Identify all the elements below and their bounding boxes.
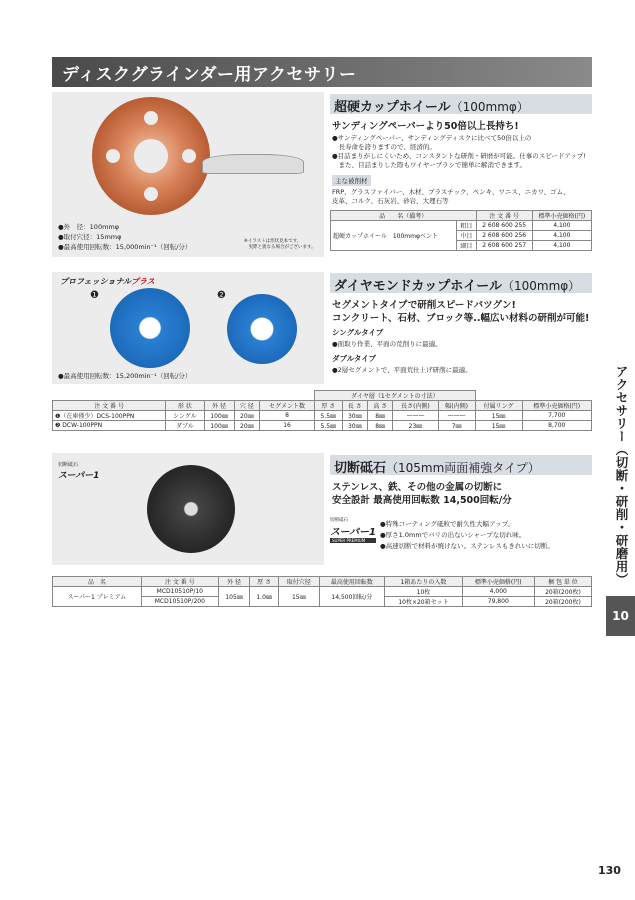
logo-sub-text: SUPER PREMIUM: [330, 538, 376, 543]
carbide-title: 超硬カップホイール: [334, 100, 451, 115]
code-cell: ❶（在庫僅少）DCS-100PPN: [53, 411, 166, 421]
th-len-in: 長さ(内側): [393, 401, 438, 411]
pack-cell: 20箱(200枚): [534, 587, 591, 597]
diamond-table: [52, 390, 592, 431]
ring-cell: 15㎜: [475, 421, 522, 431]
th-seg: セグメント数: [260, 401, 315, 411]
price-cell: 4,100: [532, 241, 591, 251]
diamond-headline2: コンクリート、石材、ブロック等..幅広い材料の研削が可能!: [332, 313, 590, 324]
od-cell: 105㎜: [218, 587, 249, 607]
od-cell: 100㎜: [204, 421, 234, 431]
ring-cell: 15㎜: [475, 411, 522, 421]
carbide-product: 超硬カップホイール 100mmφベント: [331, 221, 457, 251]
carbide-headline: サンディングペーパーより50倍以上長持ち!: [332, 121, 519, 132]
len-cell: 30㎜: [342, 421, 367, 431]
th-od: 外 径: [218, 577, 249, 587]
th-od: 外 径: [204, 401, 234, 411]
len-cell: 30㎜: [342, 411, 367, 421]
diamond-spec-rpm: ●最高使用回転数：15,200min⁻¹（回転/分）: [58, 372, 192, 380]
th-thick: 厚 さ: [250, 577, 279, 587]
price-cell: 79,800: [462, 597, 534, 607]
th-rpm: 最高使用回転数: [319, 577, 385, 587]
shape-cell: シングル: [166, 411, 204, 421]
logo-small-text: 切断砥石: [330, 518, 348, 523]
carbide-th-name: 品 名（備考）: [331, 211, 477, 221]
code-cell: MCD10510P/10: [141, 587, 218, 597]
seg-cell: 8: [260, 411, 315, 421]
table-row: [53, 587, 592, 597]
th-name: 品 名: [53, 577, 142, 587]
double-type-desc: ●2層セグメントで、平面荒仕上げ研削に最適。: [332, 366, 472, 374]
brand-label: プロフェッショナルプラス: [60, 277, 155, 286]
len-in-cell: 23㎜: [393, 421, 438, 431]
carbide-spec-rpm: ●最高使用回転数：15,000min⁻¹（回転/分）: [58, 243, 192, 251]
code-cell: 2 608 600 255: [476, 221, 532, 231]
cutting-photo-panel: [52, 453, 324, 565]
height-cell: 8㎜: [367, 421, 392, 431]
logo-main-text: スーパー1: [330, 527, 376, 538]
table-row: [53, 421, 592, 431]
price-cell: 8,700: [522, 421, 591, 431]
grit-cell: 粗目: [457, 221, 477, 231]
carbide-bullet1: ●サンディングペーパー、サンディングディスクに比べて50倍以上の: [332, 134, 532, 142]
carbide-spec-hole: ●取付穴径：15mmφ: [58, 233, 122, 241]
carbide-photo-panel: [52, 92, 324, 257]
carbide-materials1: FRP、グラスファイバー、木材、プラスチック、ペンキ、ワニス、ニカワ、ゴム、: [332, 188, 570, 196]
carbide-th-price: 標準小売価格(円): [532, 211, 591, 221]
code-cell: ❷ DCW-100PPN: [53, 421, 166, 431]
diamond-single-wheel-image: [110, 288, 190, 368]
code-cell: 2 608 600 256: [476, 231, 532, 241]
width-in-cell: 7㎜: [438, 421, 475, 431]
cutting-bullet1: ●特殊コーティング砥粒で耐久性大幅アップ。: [380, 520, 515, 528]
cutting-table: [52, 576, 592, 607]
cutting-headline2: 安全設計 最高使用回転数 14,500回転/分: [332, 495, 512, 506]
thick-cell: 1.0㎜: [250, 587, 279, 607]
chapter-tab: 10: [606, 596, 635, 636]
th-len: 長 さ: [342, 401, 367, 411]
carbide-spec-od: ●外 径：100mmφ: [58, 223, 120, 231]
th-ring: 付属リング: [475, 401, 522, 411]
carbide-title-bar: [330, 94, 592, 114]
cutting-title-sub: （105mm両面補強タイプ）: [386, 461, 540, 475]
table-row: [53, 411, 592, 421]
diamond-headline1: セグメントタイプで研削スピードバツグン!: [332, 300, 516, 311]
seg-cell: 16: [260, 421, 315, 431]
carbide-th-code: 注 文 番 号: [476, 211, 532, 221]
carbide-wheel-image: [92, 97, 210, 215]
grit-cell: 細目: [457, 241, 477, 251]
len-in-cell: ———: [393, 411, 438, 421]
price-cell: 4,000: [462, 587, 534, 597]
carbide-table: [330, 210, 592, 251]
carbide-note2: 実際と異なる場合がございます。: [244, 245, 316, 250]
hole-cell: 20㎜: [234, 411, 259, 421]
qty-cell: 10枚×20箱セット: [385, 597, 462, 607]
pack-cell: 20箱(200枚): [534, 597, 591, 607]
carbide-materials2: 皮革、コルク、石灰岩、砂岩、大理石等: [332, 197, 449, 205]
diamond-th-group: ダイヤ層（1セグメントの寸法）: [315, 391, 476, 401]
section-header: [52, 57, 592, 87]
th-qty: 1箱あたりの入数: [385, 577, 462, 587]
cutting-headline1: ステンレス、鉄、その他の金属の切断に: [332, 482, 503, 493]
double-type-label: ダブルタイプ: [332, 354, 377, 363]
cutting-bullet3: ●高速切断で材料が焼けない。ステンレスもきれいに切断。: [380, 542, 554, 550]
cutting-logo-main: スーパー1: [58, 471, 100, 481]
od-cell: 100㎜: [204, 411, 234, 421]
code-cell: 2 608 600 257: [476, 241, 532, 251]
page-number: 130: [598, 864, 621, 877]
product-cell: スーパー1 プレミアム: [53, 587, 142, 607]
carbide-materials-label: 主な被削材: [332, 175, 371, 186]
th-width-in: 幅(内側): [438, 401, 475, 411]
carbide-bullet1b: 長寿命を誇りますので、経済的。: [332, 143, 436, 151]
section-title: ディスクグラインダー用アクセサリー: [62, 65, 357, 85]
carbide-side-illustration: [202, 154, 304, 174]
carbide-note1: ※イラストは形状見本です。: [244, 239, 302, 244]
shape-cell: ダブル: [166, 421, 204, 431]
marker-2: ❷: [217, 290, 226, 301]
single-type-label: シングルタイプ: [332, 328, 384, 337]
diamond-double-wheel-image: [227, 294, 297, 364]
cutting-logo-small: 切断砥石: [58, 462, 79, 468]
carbide-bullet2: ●目詰まりがしにくいため、コンスタントな研削・研磨が可能。仕事のスピードアップ!: [332, 152, 586, 160]
diamond-title-bar: [330, 273, 592, 293]
hole-cell: 15㎜: [279, 587, 320, 607]
cutting-disc-image: [147, 465, 235, 553]
th-hole: 取付穴径: [279, 577, 320, 587]
cutting-title-bar: [330, 455, 592, 475]
th-code: 注 文 番 号: [53, 401, 166, 411]
th-shape: 形 状: [166, 401, 204, 411]
diamond-title: ダイヤモンドカップホイール: [334, 279, 502, 294]
price-cell: 4,100: [532, 221, 591, 231]
table-row: [331, 221, 592, 231]
th-price: 標準小売価格(円): [462, 577, 534, 587]
width-in-cell: ———: [438, 411, 475, 421]
rpm-cell: 14,500回転/分: [319, 587, 385, 607]
single-type-desc: ●面取り作業、平面の荒削りに最適。: [332, 340, 442, 348]
cutting-title: 切断砥石: [334, 461, 387, 476]
diamond-photo-panel: [52, 272, 324, 384]
cutting-logo-block: [330, 517, 376, 551]
grit-cell: 中目: [457, 231, 477, 241]
carbide-title-sub: （100mmφ）: [450, 100, 529, 114]
hole-cell: 20㎜: [234, 421, 259, 431]
th-pack: 梱 包 単 位: [534, 577, 591, 587]
sidebar-category: アクセサリー（切断・研削・研磨用）: [614, 365, 629, 586]
carbide-bullet2b: また、目詰まりした際もワイヤーブラシで簡単に解消できます。: [332, 161, 526, 169]
marker-1: ❶: [90, 290, 99, 301]
th-height: 高 さ: [367, 401, 392, 411]
price-cell: 7,700: [522, 411, 591, 421]
th-thick: 厚 さ: [315, 401, 343, 411]
diamond-title-sub: （100mmφ）: [501, 279, 581, 293]
th-hole: 穴 径: [234, 401, 259, 411]
thick-cell: 5.5㎜: [315, 411, 343, 421]
qty-cell: 10枚: [385, 587, 462, 597]
cutting-bullet2: ●厚さ1.0mmでバリの出ないシャープな切れ味。: [380, 531, 526, 539]
price-cell: 4,100: [532, 231, 591, 241]
height-cell: 8㎜: [367, 411, 392, 421]
code-cell: MCD10510P/200: [141, 597, 218, 607]
thick-cell: 5.5㎜: [315, 421, 343, 431]
th-price: 標準小売価格(円): [522, 401, 591, 411]
th-code: 注 文 番 号: [141, 577, 218, 587]
